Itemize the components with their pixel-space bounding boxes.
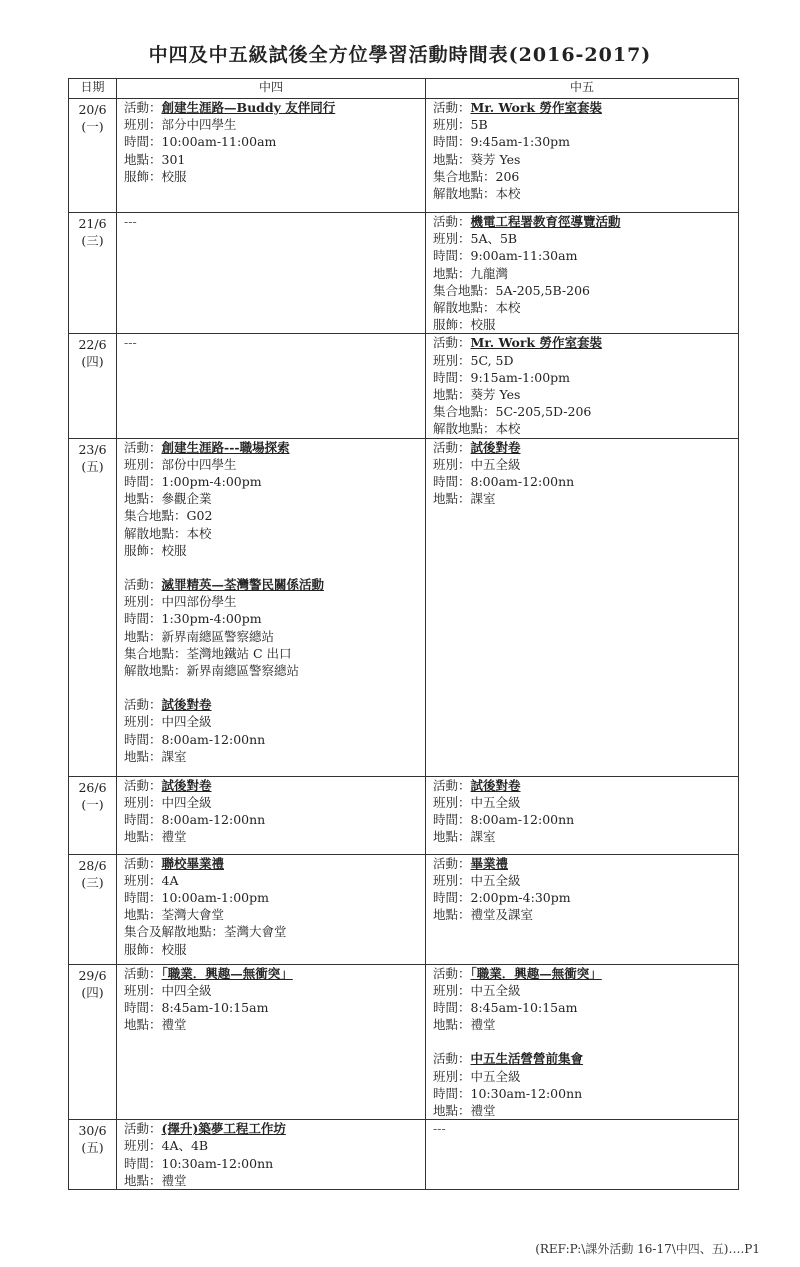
activity-label: 活動： [124, 855, 162, 871]
activity-detail: 地點：301 [124, 151, 186, 167]
activity-detail: 地點：課室 [433, 491, 496, 507]
activity-detail: 班別：中五全級 [433, 794, 521, 810]
activity-detail: 地點：禮堂 [124, 829, 187, 845]
activity-name: 「職業．興趣—無衝突」 [470, 965, 602, 981]
f5-cell [426, 854, 739, 964]
date-text: 22/6 [78, 337, 107, 353]
activity-detail: 地點：荃灣大會堂 [124, 907, 225, 923]
date-cell [69, 99, 117, 213]
activity-name: 滅罪精英—荃灣警民關係活動 [161, 577, 325, 593]
activity-detail: 班別：中四全級 [124, 714, 212, 730]
activity-detail: 解散地點：本校 [433, 421, 521, 437]
activity-detail: 服飾：校服 [124, 168, 187, 184]
f4-cell [117, 213, 426, 334]
activity-detail: 班別：4A、4B [124, 1138, 209, 1154]
activity-detail: 班別：中五全級 [433, 872, 521, 888]
activity-detail: 班別：中四全級 [124, 982, 212, 998]
activity-line [433, 965, 738, 982]
activity-label: 活動： [124, 577, 162, 593]
activity-block [124, 99, 425, 185]
activity-line [124, 965, 425, 982]
activity-detail: 時間：10:00am-11:00am [124, 134, 277, 150]
activity-name: 試後對卷 [470, 777, 521, 793]
activity-name: 「職業．興趣—無衝突」 [161, 965, 293, 981]
activity-label: 活動： [433, 855, 471, 871]
activity-line [433, 1050, 738, 1067]
activity-detail: 時間：1:00pm-4:00pm [124, 474, 262, 490]
activity-detail: 班別：5B [433, 117, 488, 133]
f5-cell [426, 334, 739, 438]
activity-line [433, 213, 738, 230]
activity-block [124, 1120, 425, 1189]
activity-line [124, 439, 425, 456]
activity-detail: 班別：中五全級 [433, 1068, 521, 1084]
f4-cell [117, 99, 426, 213]
f4-cell [117, 854, 426, 964]
activity-detail: 地點：葵芳 Yes [433, 387, 521, 403]
date-cell [69, 776, 117, 854]
activity-label: 活動： [433, 1051, 471, 1067]
activity-label: 活動： [433, 100, 471, 115]
f4-cell [117, 776, 426, 854]
f5-cell [426, 776, 739, 854]
activity-detail: 解散地點：本校 [124, 525, 212, 541]
f4-cell [117, 1120, 426, 1190]
activity-detail: 時間：9:00am-11:30am [433, 248, 578, 264]
table-row [69, 964, 739, 1120]
date-cell [69, 964, 117, 1120]
activity-label: 活動： [124, 777, 162, 793]
date-text: 26/6 [78, 779, 107, 795]
date-cell [69, 213, 117, 334]
header-f4: 中四 [117, 79, 426, 99]
activity-detail: 地點：新界南總區警察總站 [124, 628, 275, 644]
activity-name: 創建生涯路—Buddy 友伴同行 [161, 100, 336, 115]
activity-name: (擇升)築夢工程工作坊 [161, 1121, 286, 1137]
activity-block [433, 213, 738, 333]
activity-label: 活動： [433, 965, 471, 981]
activity-block [433, 965, 738, 1034]
activity-detail: 時間：9:15am-1:00pm [433, 369, 571, 385]
table-row [69, 438, 739, 776]
activity-detail: 時間：8:00am-12:00nn [124, 812, 266, 828]
activity-detail: 集合及解散地點：荃灣大會堂 [124, 924, 287, 940]
activity-detail: 時間：8:00am-12:00nn [124, 731, 266, 747]
activity-name: 試後對卷 [161, 777, 212, 793]
activity-detail: 時間：10:30am-12:00nn [124, 1155, 274, 1171]
activity-detail: 時間：2:00pm-4:30pm [433, 890, 571, 906]
activity-line [433, 439, 738, 456]
activity-line [124, 696, 425, 713]
activity-line [124, 99, 425, 116]
activity-detail: 時間：8:00am-12:00nn [433, 474, 575, 490]
activity-line [433, 99, 738, 116]
date-cell [69, 438, 117, 776]
activity-name: 試後對卷 [161, 697, 212, 713]
activity-line [433, 777, 738, 794]
activity-detail: 解散地點：新界南總區警察總站 [124, 663, 300, 679]
activity-detail: 班別：中五全級 [433, 456, 521, 472]
table-row [69, 99, 739, 213]
activity-label: 活動： [433, 777, 471, 793]
header-date: 日期 [69, 79, 117, 99]
f5-cell [426, 964, 739, 1120]
f4-cell [117, 334, 426, 438]
activity-detail: 地點：九龍灣 [433, 265, 509, 281]
activity-block [124, 696, 425, 765]
activity-line [124, 1120, 425, 1137]
date-text: 23/6 [78, 441, 107, 457]
activity-label: 活動： [433, 214, 471, 229]
f4-cell [117, 438, 426, 776]
activity-detail: 班別：中五全級 [433, 982, 521, 998]
activity-block [433, 1050, 738, 1119]
table-row [69, 854, 739, 964]
table-row [69, 1120, 739, 1190]
activity-line [433, 334, 738, 351]
header-f5: 中五 [426, 79, 739, 99]
activity-detail: 地點：參觀企業 [124, 491, 212, 507]
empty-marker: --- [124, 214, 137, 229]
activity-name: 聯校畢業禮 [161, 855, 225, 871]
activity-detail: 集合地點：206 [433, 168, 520, 184]
activity-block [433, 777, 738, 846]
table-row [69, 776, 739, 854]
weekday-text: (三) [81, 233, 104, 248]
activity-name: Mr. Work 勞作室套裝 [470, 335, 602, 351]
activity-label: 活動： [433, 439, 471, 455]
activity-name: 畢業禮 [470, 855, 509, 871]
weekday-text: (一) [81, 119, 104, 134]
date-cell [69, 334, 117, 438]
activity-label: 活動： [124, 100, 162, 115]
activity-detail: 班別：中四部份學生 [124, 594, 237, 610]
activity-detail: 班別：5A、5B [433, 231, 518, 247]
activity-label: 活動： [124, 697, 162, 713]
activity-detail: 班別：5C, 5D [433, 352, 514, 368]
date-text: 20/6 [78, 102, 107, 117]
activity-detail: 服飾：校服 [433, 317, 496, 333]
date-text: 21/6 [78, 216, 107, 231]
activity-block [124, 576, 425, 679]
weekday-text: (四) [81, 984, 104, 1000]
table-row [69, 334, 739, 438]
activity-detail: 地點：禮堂 [124, 1017, 187, 1033]
empty-marker: --- [433, 1121, 446, 1137]
activity-block [433, 439, 738, 508]
activity-name: 中五生活營營前集會 [470, 1051, 584, 1067]
activity-detail: 服飾：校服 [124, 542, 187, 558]
activity-label: 活動： [124, 439, 162, 455]
date-text: 30/6 [78, 1123, 107, 1139]
activity-detail: 解散地點：本校 [433, 186, 521, 202]
activity-detail: 地點：禮堂 [433, 1103, 496, 1119]
activity-block [124, 439, 425, 559]
empty-marker: --- [124, 335, 137, 351]
weekday-text: (五) [81, 1140, 104, 1156]
activity-detail: 時間：1:30pm-4:00pm [124, 611, 262, 627]
activity-detail: 時間：8:00am-12:00nn [433, 812, 575, 828]
activity-detail: 集合地點：5A-205,5B-206 [433, 282, 590, 298]
activity-block [124, 965, 425, 1034]
activity-detail: 集合地點：荃灣地鐵站 C 出口 [124, 645, 292, 661]
weekday-text: (四) [81, 354, 104, 370]
activity-detail: 時間：8:45am-10:15am [124, 1000, 269, 1016]
activity-label: 活動： [433, 335, 471, 351]
activity-block [124, 777, 425, 846]
activity-detail: 地點：課室 [433, 829, 496, 845]
schedule-table [68, 78, 739, 1190]
activity-line [433, 855, 738, 872]
activity-block [433, 334, 738, 437]
activity-block [433, 99, 738, 202]
activity-detail: 解散地點：本校 [433, 300, 521, 316]
activity-detail: 集合地點：G02 [124, 508, 213, 524]
table-header-row [69, 79, 739, 99]
activity-block [433, 855, 738, 924]
activity-line [124, 777, 425, 794]
f5-cell [426, 1120, 739, 1190]
activity-detail: 地點：課室 [124, 748, 187, 764]
activity-line [124, 855, 425, 872]
f4-cell [117, 964, 426, 1120]
date-text: 28/6 [78, 857, 107, 873]
activity-detail: 地點：禮堂 [433, 1017, 496, 1033]
activity-detail: 服飾：校服 [124, 941, 187, 957]
date-cell [69, 1120, 117, 1190]
f5-cell [426, 438, 739, 776]
table-row [69, 213, 739, 334]
activity-detail: 集合地點：5C-205,5D-206 [433, 404, 592, 420]
activity-label: 活動： [124, 1121, 162, 1137]
activity-detail: 地點：禮堂及課室 [433, 907, 534, 923]
activity-detail: 地點：禮堂 [124, 1172, 187, 1188]
f5-cell [426, 99, 739, 213]
activity-name: 機電工程署教育徑導覽活動 [470, 214, 621, 229]
activity-detail: 班別：4A [124, 872, 179, 888]
date-text: 29/6 [78, 967, 107, 983]
date-cell [69, 854, 117, 964]
activity-detail: 班別：中四全級 [124, 794, 212, 810]
activity-detail: 時間：9:45am-1:30pm [433, 134, 571, 150]
activity-line [124, 576, 425, 593]
activity-name: 試後對卷 [470, 439, 521, 455]
weekday-text: (一) [81, 796, 104, 812]
f5-cell [426, 213, 739, 334]
activity-label: 活動： [124, 965, 162, 981]
activity-detail: 班別：部分中四學生 [124, 117, 237, 133]
activity-detail: 地點：葵芳 Yes [433, 151, 521, 167]
page-title: 中四及中五級試後全方位學習活動時間表(2016-2017) [148, 44, 652, 66]
activity-detail: 時間：8:45am-10:15am [433, 1000, 578, 1016]
activity-name: 創建生涯路---職場探索 [161, 439, 290, 455]
footer-reference: (REF:P:\課外活動 16-17\中四、五)….P1 [535, 1242, 760, 1256]
weekday-text: (三) [81, 874, 104, 890]
activity-name: Mr. Work 勞作室套裝 [470, 100, 602, 115]
activity-detail: 班別：部份中四學生 [124, 456, 237, 472]
weekday-text: (五) [81, 458, 104, 474]
activity-detail: 時間：10:00am-1:00pm [124, 890, 269, 906]
activity-detail: 時間：10:30am-12:00nn [433, 1085, 583, 1101]
activity-block [124, 855, 425, 958]
